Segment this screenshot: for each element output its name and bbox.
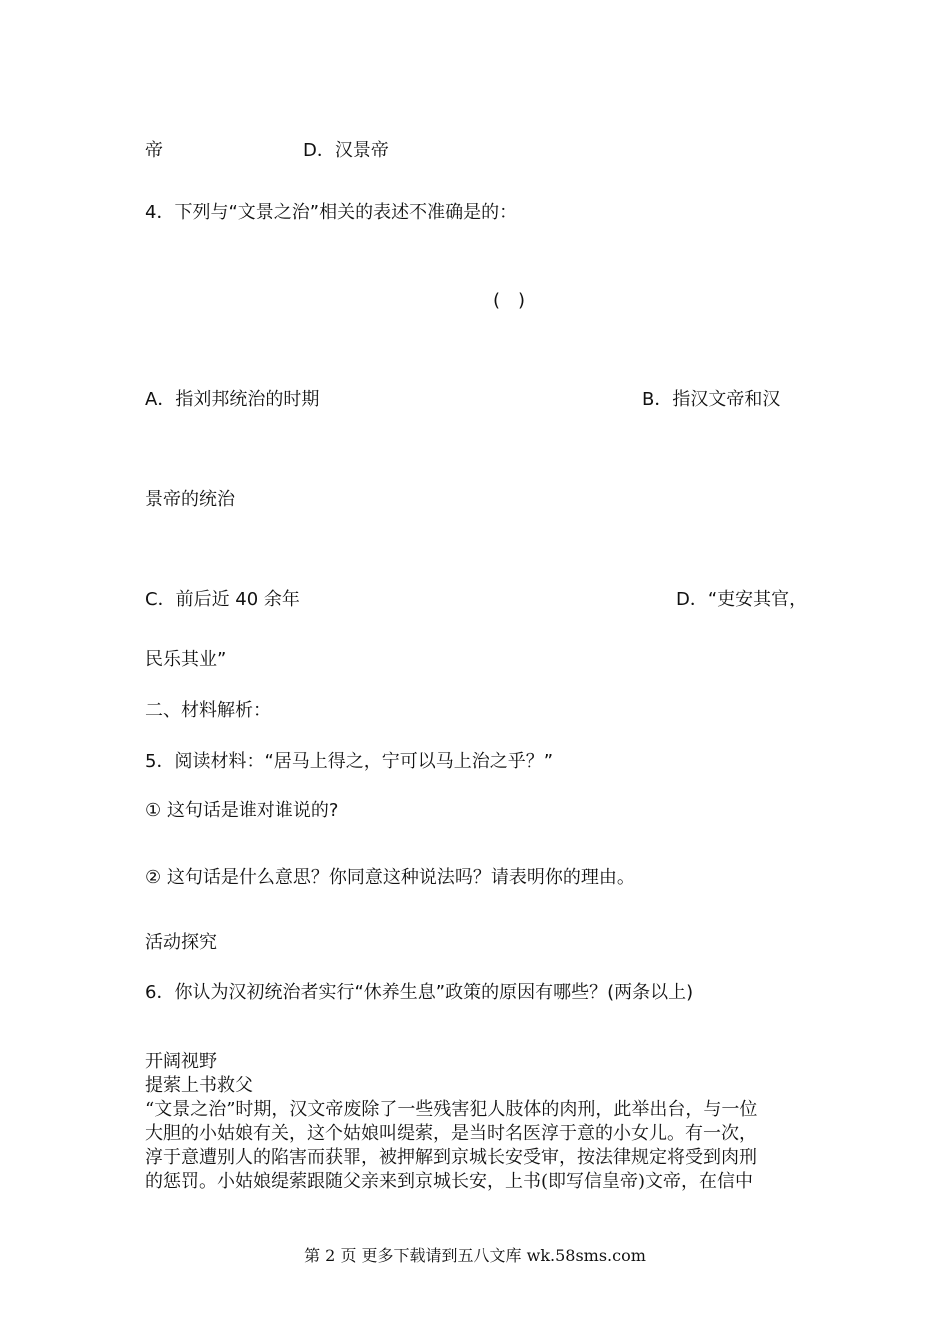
section-heading: 二、材料解析： (145, 700, 271, 721)
q3-option-c-continuation: 帝 (145, 140, 163, 161)
q4-answer-paren: ( ) (493, 290, 526, 311)
q4-option-a: A．指刘邦统治的时期 (145, 389, 320, 410)
q5-sub-question-1: ① 这句话是谁对谁说的? (145, 800, 339, 821)
q4-option-b: B．指汉文帝和汉 (642, 389, 781, 410)
q4-option-b-continuation: 景帝的统治 (145, 489, 235, 510)
reading-passage (145, 1050, 810, 1194)
reading-heading: 开阔视野 (145, 1051, 217, 1072)
reading-title: 提萦上书救父 (145, 1075, 253, 1096)
reading-line: 淳于意遭别人的陷害而获罪，被押解到京城长安受审，按法律规定将受到肉刑 (145, 1147, 757, 1168)
q6-stem: 6．你认为汉初统治者实行“休养生息”政策的原因有哪些？(两条以上) (145, 982, 694, 1003)
activity-heading: 活动探究 (145, 932, 217, 953)
reading-line: 的惩罚。小姑娘缇萦跟随父亲来到京城长安，上书(即写信皇帝)文帝，在信中 (145, 1171, 754, 1192)
q5-sub-question-2: ② 这句话是什么意思？你同意这种说法吗？请表明你的理由。 (145, 867, 635, 888)
q4-option-d-continuation: 民乐其业” (145, 649, 227, 670)
q4-option-d: D．“吏安其官， (676, 589, 808, 610)
reading-line: 大胆的小姑娘有关，这个姑娘叫缇萦，是当时名医淳于意的小女儿。有一次， (145, 1123, 757, 1144)
q3-option-d: D．汉景帝 (303, 140, 389, 161)
q4-stem: 4．下列与“文景之治”相关的表述不准确是的： (145, 202, 518, 223)
q5-stem: 5．阅读材料：“居马上得之，宁可以马上治之乎？” (145, 751, 554, 772)
reading-line: “文景之治”时期，汉文帝废除了一些残害犯人肢体的肉刑，此举出台，与一位 (145, 1099, 758, 1120)
page-footer: 第 2 页 更多下载请到五八文库 wk.58sms.com (304, 1246, 646, 1265)
q4-option-c: C．前后近 40 余年 (145, 589, 300, 610)
